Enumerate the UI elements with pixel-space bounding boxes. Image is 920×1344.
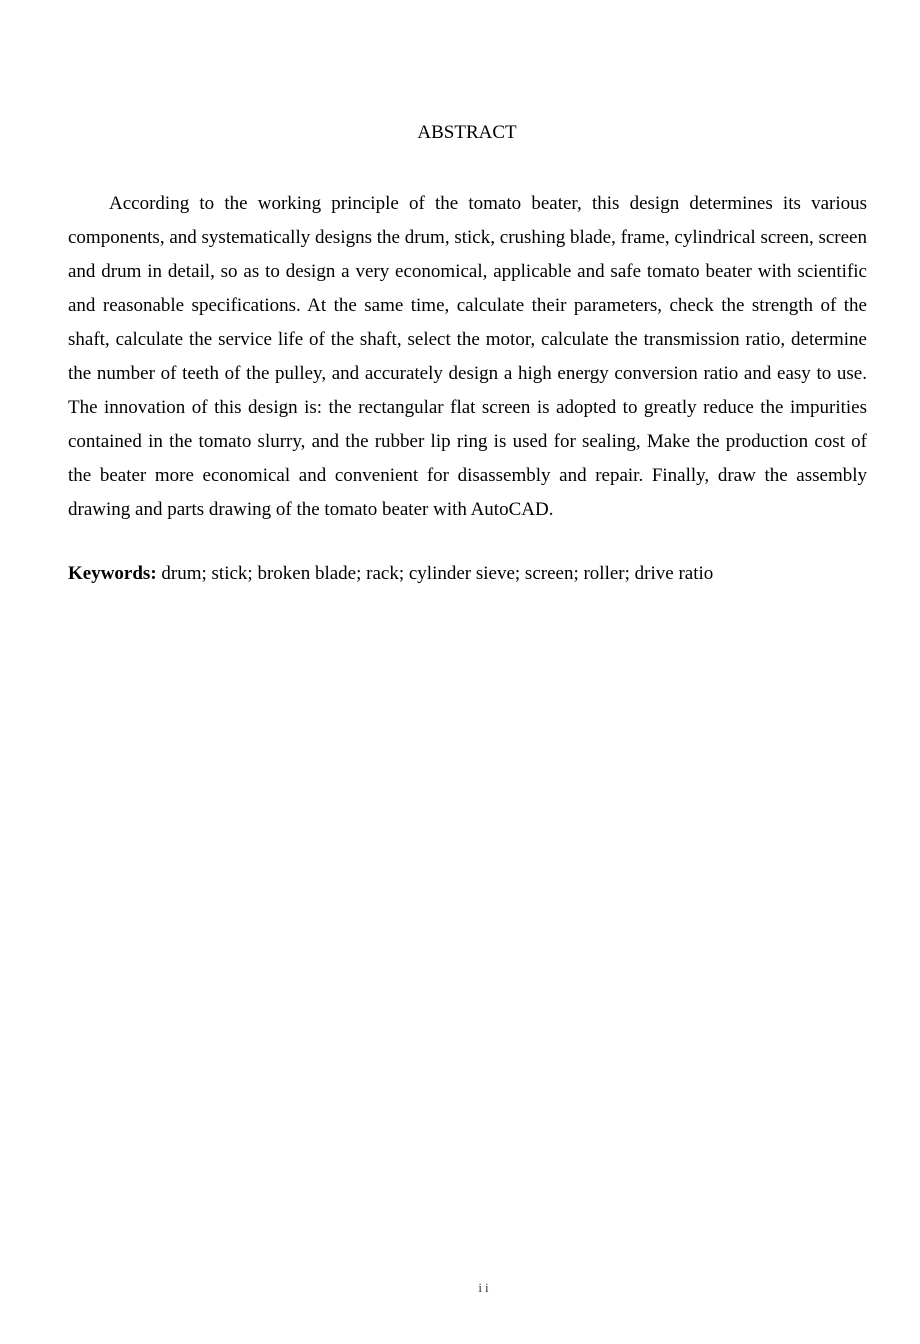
page-number: ii [478, 1280, 492, 1295]
abstract-title: ABSTRACT [417, 122, 517, 143]
keywords-list: drum; stick; broken blade; rack; cylinder sieve; screen; roller; drive ratio [161, 563, 714, 584]
keywords-label: Keywords: [68, 563, 157, 584]
abstract-body: According to the working principle of the tomato beater, this design determines its various components, and systematically designs the drum, stick, crushing blade, frame, cylindrical screen, screen and drum in detail, so as to design a very economical, applicable and safe tomato beater with scientific and reasonable specifications. At the same time, calculate their parameters, check the strength of the shaft, calculate the service life of the shaft, select the motor, calculate the transmission ratio, determine the number of teeth of the pulley, and accurately design a high energy conversion ratio and easy to use. The innovation of this design is: the rectangular flat screen is adopted to greatly reduce the impurities contained in the tomato slurry, and the rubber lip ring is used for sealing, Make the production cost of the beater more economical and convenient for disassembly and repair. Finally, draw the assembly drawing and parts drawing of the tomato beater with AutoCAD. [68, 193, 867, 520]
keywords-line [68, 557, 867, 591]
